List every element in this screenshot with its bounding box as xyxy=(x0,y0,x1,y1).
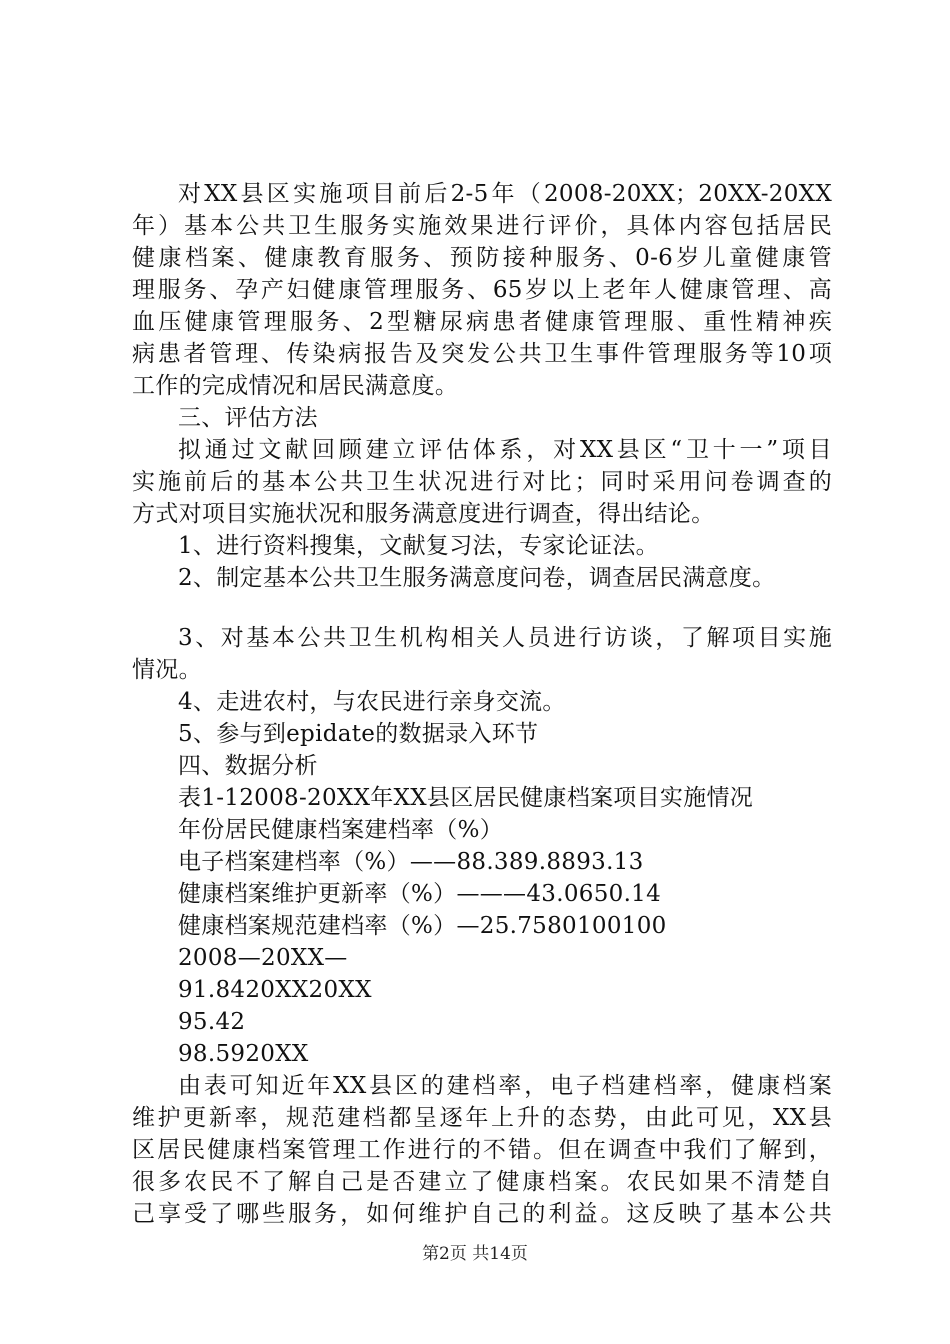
paragraph-line: 理服务、孕产妇健康管理服务、65岁以上老年人健康管理、高 xyxy=(132,277,832,303)
paragraph-line: 血压健康管理服务、2型糖尿病患者健康管理服、重性精神疾 xyxy=(132,309,832,335)
table-text-line: 健康档案规范建档率（%）—25.7580100100 xyxy=(178,913,667,939)
paragraph-line: 方式对项目实施状况和服务满意度进行调查，得出结论。 xyxy=(132,501,715,527)
section-heading: 三、评估方法 xyxy=(178,405,318,431)
paragraph-line: 病患者管理、传染病报告及突发公共卫生事件管理服务等10项 xyxy=(132,341,832,367)
paragraph-line: 拟通过文献回顾建立评估体系，对XX县区“卫十一”项目 xyxy=(178,437,832,463)
paragraph-line: 由表可知近年XX县区的建档率，电子档建档率，健康档案 xyxy=(178,1073,832,1099)
table-text-line: 年份居民健康档案建档率（%） xyxy=(178,817,504,843)
paragraph-line: 区居民健康档案管理工作进行的不错。但在调查中我们了解到， xyxy=(132,1137,832,1163)
list-item: 5、参与到epidate的数据录入环节 xyxy=(178,721,539,747)
paragraph-line: 年）基本公共卫生服务实施效果进行评价，具体内容包括居民 xyxy=(132,213,832,239)
paragraph-line: 很多农民不了解自己是否建立了健康档案。农民如果不清楚自 xyxy=(132,1169,832,1195)
table-text-line: 91.8420XX20XX xyxy=(178,977,372,1003)
paragraph-line: 实施前后的基本公共卫生状况进行对比；同时采用问卷调查的 xyxy=(132,469,832,495)
table-text-line: 98.5920XX xyxy=(178,1041,309,1067)
list-item: 2、制定基本公共卫生服务满意度问卷，调查居民满意度。 xyxy=(178,565,776,591)
list-item: 1、进行资料搜集，文献复习法，专家论证法。 xyxy=(178,533,659,559)
list-item: 3、对基本公共卫生机构相关人员进行访谈，了解项目实施 xyxy=(178,625,832,651)
paragraph-line: 工作的完成情况和居民满意度。 xyxy=(132,373,459,399)
table-text-line: 电子档案建档率（%）——88.389.8893.13 xyxy=(178,849,644,875)
paragraph-line: 维护更新率，规范建档都呈逐年上升的态势，由此可见，XX县 xyxy=(132,1105,832,1131)
table-text-line: 健康档案维护更新率（%）———43.0650.14 xyxy=(178,881,662,907)
page-number-footer: 第2页 共14页 xyxy=(422,1244,528,1264)
list-item: 情况。 xyxy=(132,657,202,683)
table-text-line: 2008—20XX— xyxy=(178,945,348,971)
paragraph-line: 对XX县区实施项目前后2-5年（2008-20XX；20XX-20XX xyxy=(178,181,832,207)
list-item: 4、走进农村，与农民进行亲身交流。 xyxy=(178,689,566,715)
table-caption: 表1-12008-20XX年XX县区居民健康档案项目实施情况 xyxy=(178,785,754,811)
paragraph-line: 健康档案、健康教育服务、预防接种服务、0-6岁儿童健康管 xyxy=(132,245,832,271)
table-text-line: 95.42 xyxy=(178,1009,246,1035)
paragraph-line: 己享受了哪些服务，如何维护自己的利益。这反映了基本公共 xyxy=(132,1201,832,1227)
section-heading: 四、数据分析 xyxy=(178,753,318,779)
